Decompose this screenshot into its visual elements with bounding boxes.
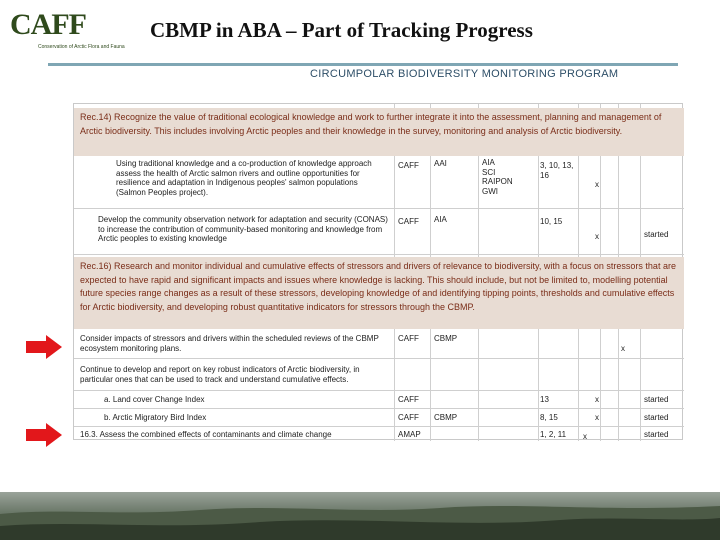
red-arrow-icon [26,335,62,359]
row-divider [74,426,684,427]
lead-agency: CAFF [398,395,419,404]
working-group: AAI [434,159,447,168]
lead-agency: CAFF [398,217,419,226]
row-divider [74,408,684,409]
caff-logo [10,8,130,50]
header-divider [48,63,678,66]
partner: SCI [482,167,496,177]
working-group: CBMP [434,413,458,422]
recommendation-16-row [74,257,684,329]
progress-mark: x [621,344,625,353]
landscape-banner [0,492,720,540]
related-recommendations: 10, 15 [540,217,563,226]
action-land-cover-index: a. Land cover Change Index [104,395,205,404]
logo-mark: CAFF [10,8,86,41]
status-badge: started [644,395,669,404]
page-title: CBMP in ABA – Part of Tracking Progress [150,18,533,42]
partner: GWI [482,186,498,196]
progress-mark: x [595,180,599,189]
working-group: CBMP [434,334,458,343]
progress-table [73,103,683,440]
working-group: AIA [434,215,447,224]
status-badge: started [644,430,669,439]
partner: RAIPON [482,177,513,186]
recommendation-14-row [74,108,684,156]
action-key-indicators: Continue to develop and report on key robust indicators of Arctic biodiversity, in particular ones that can be used to track and understand cumulative effects. [80,365,360,384]
status-badge: started [644,230,669,239]
progress-mark: x [595,232,599,241]
partner: AIA [482,158,495,167]
row-divider [74,390,684,391]
status-badge: started [644,413,669,422]
row-divider [74,254,684,255]
partners-list [482,158,513,196]
action-contaminants-climate: 16.3. Assess the combined effects of contaminants and climate change [80,430,332,439]
program-subtitle: CIRCUMPOLAR BIODIVERSITY MONITORING PROGRAM [310,68,619,80]
lead-agency: AMAP [398,430,421,439]
action-conas-network: Develop the community observation network for adaptation and security (CONAS) to increase the contribution of community-based monitoring and knowledge from Arctic peoples to existing knowledge [98,215,388,243]
related-recommendations: 8, 15 [540,413,558,422]
lead-agency: CAFF [398,161,419,170]
related-recommendations: 13 [540,395,549,404]
related-recommendations: 3, 10, 13, 16 [540,161,574,180]
lead-agency: CAFF [398,334,419,343]
row-divider [74,208,684,209]
action-migratory-bird-index: b. Arctic Migratory Bird Index [104,413,207,422]
lead-agency: CAFF [398,413,419,422]
progress-mark: x [595,395,599,404]
row-divider [74,358,684,359]
action-salmon-peoples: Using traditional knowledge and a co-production of knowledge approach assess the health of Arctic salmon rivers and outline opportunities for resilience and adaptation in Indigenous peoples' salmon populations (Salmon Peoples project). [116,159,372,197]
recommendation-16-text: Rec.16) Research and monitor individual and cumulative effects of stressors and drivers of relevance to biodiversity, with a focus on stressors that are expected to have rapid and significant impacts and issues where knowledge is lacking. This should include, but not be limited to, modelling potential future species range changes as a result of these stressors, developing knowledge of and identifying tipping points, thresholds and cumulative effects for Arctic biodiversity, and developing robust quantitative indicators for stressors through the CBMP. [80,261,676,312]
recommendation-14-text: Rec.14) Recognize the value of traditional ecological knowledge and work to further integrate it into the assessment, planning and management of Arctic biodiversity. This includes involving Arctic peoples and their knowledge in the survey, monitoring and analysis of Arctic biodiversity. [80,112,662,136]
progress-mark: x [583,432,587,441]
progress-mark: x [595,413,599,422]
related-recommendations: 1, 2, 11 [540,430,567,439]
red-arrow-icon [26,423,62,447]
logo-subtitle: Conservation of Arctic Flora and Fauna [38,44,125,50]
action-stressor-review: Consider impacts of stressors and drivers within the scheduled reviews of the CBMP ecosystem monitoring plans. [80,334,379,353]
